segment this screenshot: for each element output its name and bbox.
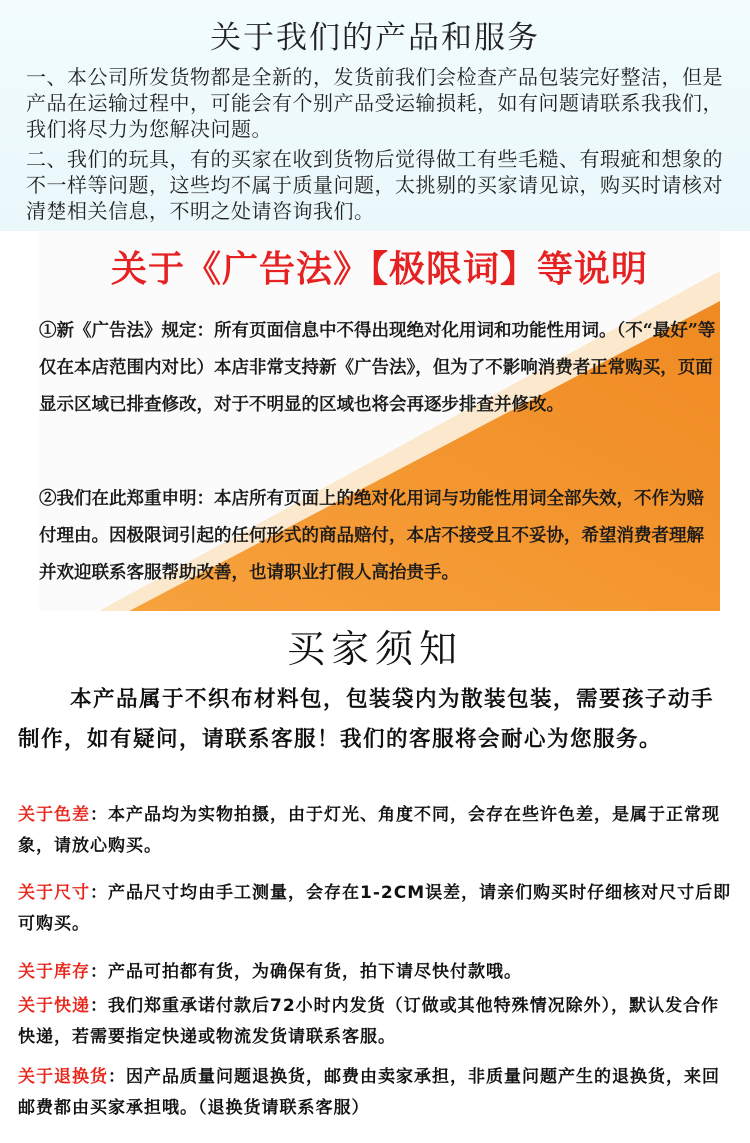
ad-law-paragraph-1: ①新《广告法》规定：所有页面信息中不得出现绝对化用词和功能性用词。（不“最好”等仅在本店范围内对比）本店非常支持新《广告法》，但为了不影响消费者正常购买，页面显示区域已排查修改，对于不明显的区域也将会再逐步排查并修改。 [39, 321, 716, 415]
notice-item-text: ：产品可拍都有货，为确保有货，拍下请尽快付款哦。 [90, 962, 522, 982]
notice-item-size [18, 878, 734, 940]
notice-item-label: 关于快递 [18, 996, 90, 1016]
notice-item-color [18, 800, 734, 862]
ad-law-paragraph-2: ②我们在此郑重申明：本店所有页面上的绝对化用词与功能性用词全部失效，不作为赔付理由。因极限词引起的任何形式的商品赔付，本店不接受且不妥协，希望消费者理解并欢迎联系客服帮助改善，也请职业打假人高抬贵手。 [39, 489, 704, 583]
notice-item-stock [18, 957, 734, 988]
notice-item-express [18, 991, 734, 1053]
ad-law-banner [39, 231, 720, 611]
notice-item-text: ：因产品质量问题退换货，邮费由卖家承担，非质量问题产生的退换货，来回邮费都由买家承担哦。（退换货请联系客服） [18, 1067, 720, 1118]
service-title: 关于我们的产品和服务 [210, 20, 540, 56]
notice-item-text: ：我们郑重承诺付款后72小时内发货（订做或其他特殊情况除外），默认发合作快递，若需要指定快递或物流发货请联系客服。 [18, 996, 720, 1047]
notice-item-label: 关于退换货 [18, 1067, 108, 1087]
notice-item-returns [18, 1062, 734, 1124]
notice-title: 买家须知 [286, 627, 463, 671]
ad-law-title: 关于《广告法》【极限词】等说明 [110, 248, 648, 290]
service-paragraph-2: 二、我们的玩具，有的买家在收到货物后觉得做工有些毛糙、有瑕疵和想象的不一样等问题，这些均不属于质量问题，太挑剔的买家请见谅，购买时请核对清楚相关信息，不明之处请咨询我们。 [26, 147, 723, 223]
notice-item-label: 关于色差 [18, 805, 90, 825]
notice-item-text: ：产品尺寸均由手工测量，会存在1-2CM误差，请亲们购买时仔细核对尺寸后即可购买。 [18, 883, 732, 934]
notice-item-label: 关于库存 [18, 962, 90, 982]
notice-item-label: 关于尺寸 [18, 883, 90, 903]
service-paragraph-1: 一、本公司所发货物都是全新的，发货前我们会检查产品包装完好整洁，但是产品在运输过程中，可能会有个别产品受运输损耗，如有问题请联系我我们，我们将尽力为您解决问题。 [26, 65, 723, 141]
notice-intro: 本产品属于不织布材料包，包装袋内为散装包装，需要孩子动手制作，如有疑问，请联系客服！我们的客服将会耐心为您服务。 [18, 687, 715, 752]
notice-item-text: ：本产品均为实物拍摄，由于灯光、角度不同，会存在些许色差，是属于正常现象，请放心购买。 [18, 805, 720, 856]
service-section [0, 0, 750, 231]
